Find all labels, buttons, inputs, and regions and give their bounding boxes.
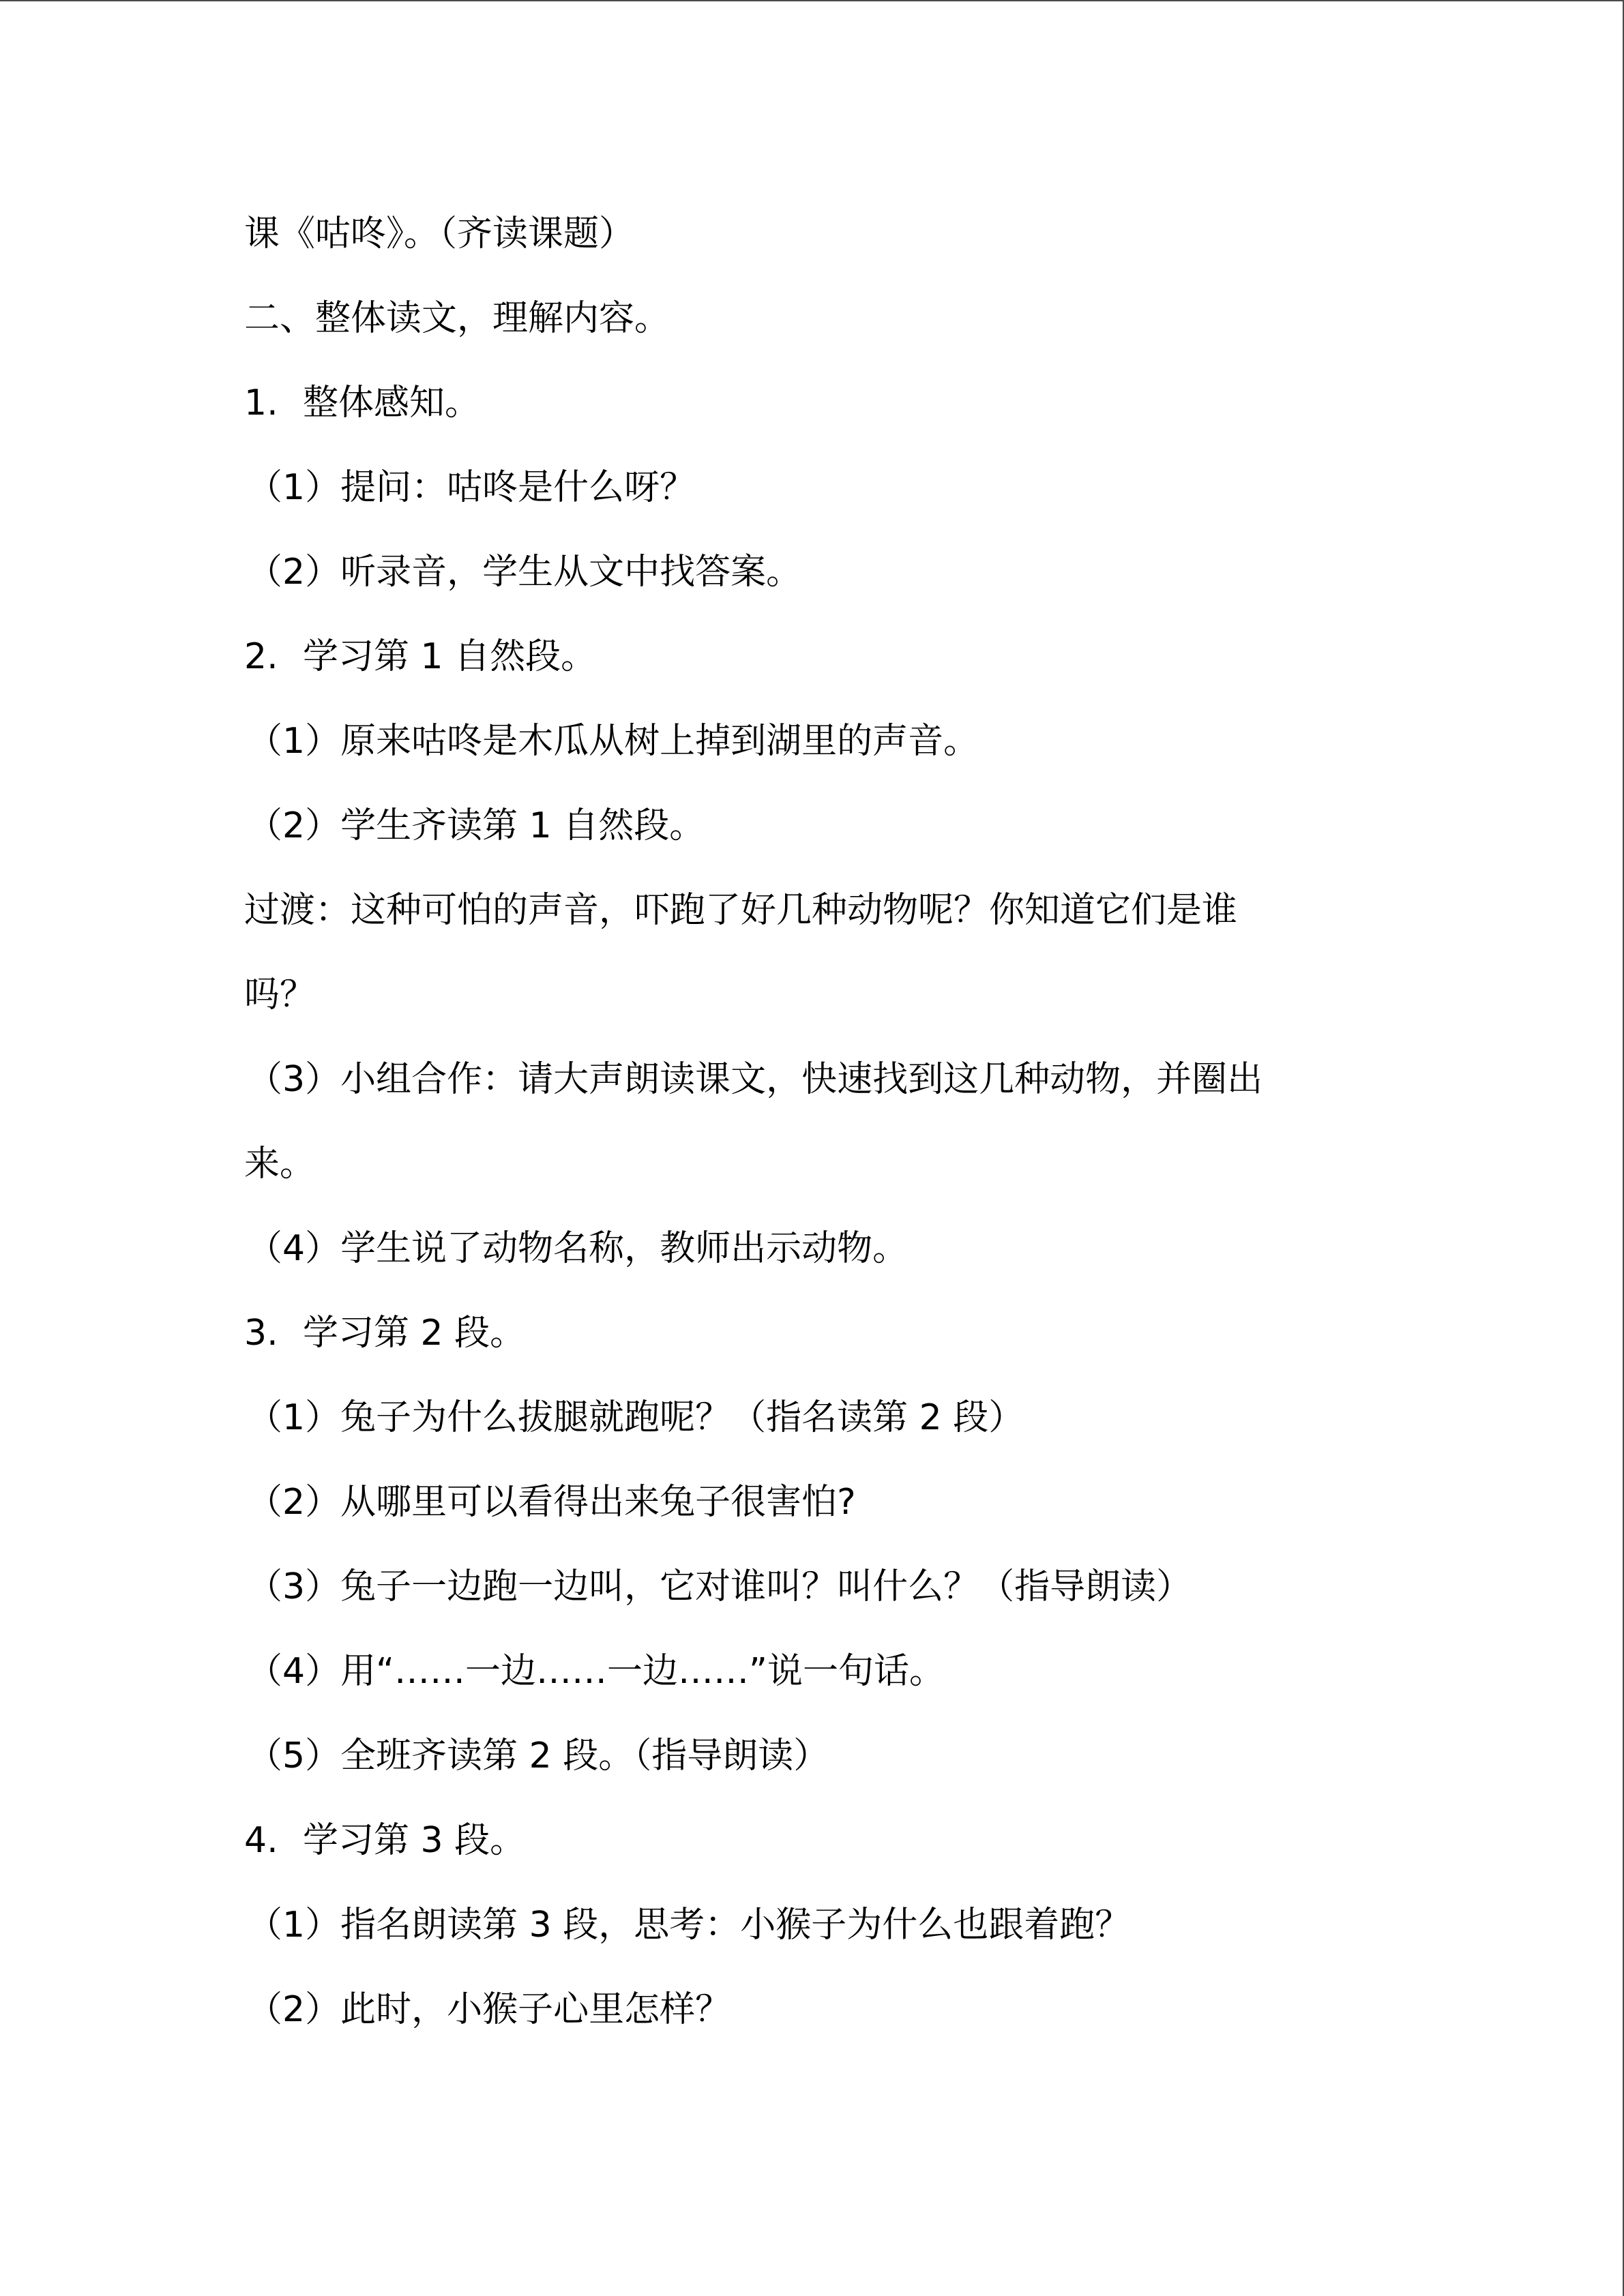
list-number: 2.	[244, 636, 278, 677]
list-number: 4.	[244, 1820, 278, 1861]
text-line: 课《咕咚》。（齐读课题）	[244, 213, 635, 254]
list-item: （2）学生齐读第 1 自然段。	[247, 805, 705, 846]
list-item: （3）小组合作：请大声朗读课文，快速找到这几种动物，并圈出	[247, 1059, 1263, 1100]
numbered-heading	[244, 1312, 525, 1354]
list-item: （4）学生说了动物名称，教师出示动物。	[247, 1228, 909, 1269]
list-item: （2）此时，小猴子心里怎样？	[247, 1989, 731, 2030]
list-item-continued: 来。	[244, 1144, 316, 1184]
list-item: （2）听录音，学生从文中找答案。	[247, 552, 802, 593]
list-item: （1）指名朗读第 3 段，思考：小猴子为什么也跟着跑？	[247, 1905, 1131, 1945]
list-item: （1）兔子为什么拔腿就跑呢？（指名读第 2 段）	[247, 1397, 1024, 1438]
numbered-heading	[244, 382, 480, 424]
numbered-heading	[244, 1819, 525, 1862]
list-item: （2）从哪里可以看得出来兔子很害怕?	[247, 1482, 856, 1523]
list-number: 3.	[244, 1313, 278, 1354]
list-heading-text: 学习第 2 段。	[303, 1313, 526, 1354]
list-heading-text: 学习第 3 段。	[303, 1820, 526, 1861]
transition-text-continued: 吗？	[244, 974, 316, 1015]
list-item: （4）用“……一边……一边……”说一句话。	[247, 1651, 945, 1692]
list-heading-text: 整体感知。	[303, 383, 481, 423]
list-number: 1.	[244, 383, 278, 423]
list-item: （1）提问：咕咚是什么呀？	[247, 467, 696, 508]
transition-text: 过渡：这种可怕的声音，吓跑了好几种动物呢？你知道它们是谁	[244, 890, 1238, 931]
section-heading: 二、整体读文，理解内容。	[244, 298, 670, 339]
list-item: （5）全班齐读第 2 段。（指导朗读）	[247, 1735, 829, 1776]
list-item: （1）原来咕咚是木瓜从树上掉到湖里的声音。	[247, 721, 979, 762]
numbered-heading	[244, 636, 596, 678]
list-item: （3）兔子一边跑一边叫，它对谁叫？叫什么？（指导朗读）	[247, 1566, 1192, 1607]
list-heading-text: 学习第 1 自然段。	[303, 636, 597, 677]
